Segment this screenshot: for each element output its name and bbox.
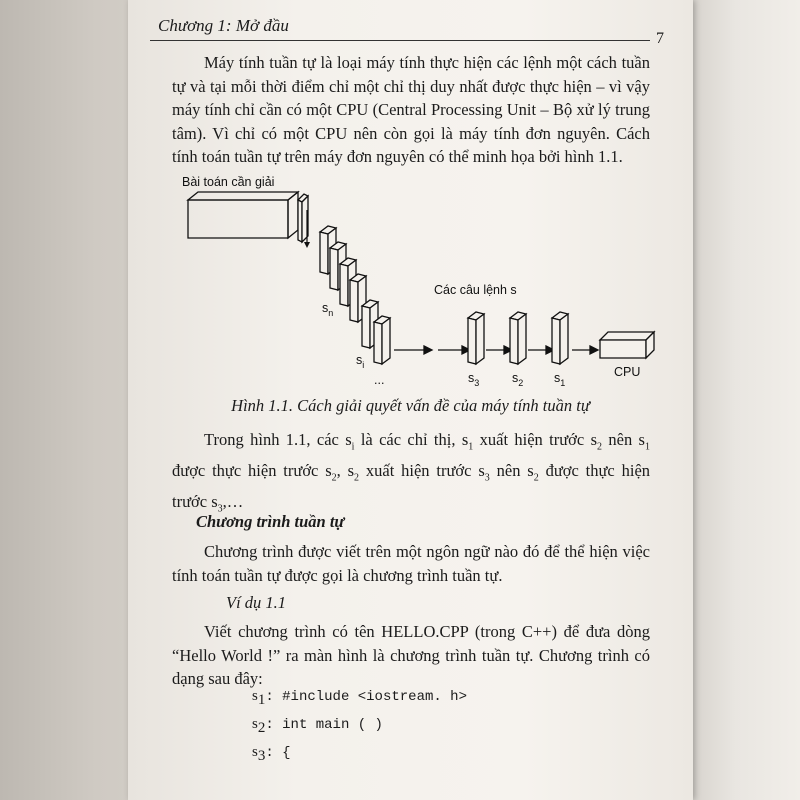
figure-1-1 xyxy=(176,170,656,400)
s3-label: $s_3$ xyxy=(468,371,480,388)
dots-label: ... xyxy=(374,373,385,387)
sn-label: $s_n$ xyxy=(322,301,334,318)
page-number: 7 xyxy=(656,30,664,47)
s2-label: $s_2$ xyxy=(512,371,524,388)
figure-caption: Hình 1.1. Cách giải quyết vấn đề của máy tính tuần tự xyxy=(231,396,590,415)
statement-s2 xyxy=(510,312,526,364)
code-line-3: $s_3$: { xyxy=(252,744,291,764)
statement-s3 xyxy=(468,312,484,364)
statements-label: Các câu lệnh s xyxy=(434,283,517,297)
code-line-2: $s_2$: int main ( ) xyxy=(252,716,383,736)
explanation-paragraph: Trong hình 1.1, các $s_i$ là các chỉ thị, $s_1$ xuất hiện trước $s_2$ nên $s_1$ được thực hiện trước $s_2$, $s_2$ xuất hiện trước $s_3$ nên $s_2$ được thực hiện trước $s_3,\dots$ xyxy=(172,430,651,514)
adjacent-page-edge xyxy=(693,0,800,800)
problem-label: Bài toán cần giải xyxy=(182,175,275,189)
cpu-box xyxy=(600,332,654,358)
code-line-1: $s_1$: #include <iostream. h> xyxy=(252,688,467,708)
s1-label: $s_1$ xyxy=(554,371,566,388)
si-label: $s_i$ xyxy=(356,353,365,370)
statement-s1 xyxy=(552,312,568,364)
example-paragraph: Viết chương trình có tên HELLO.CPP (trong C++) để đưa dòng “Hello World !” ra màn hình là chương trình tuần tự. Chương trình có dạng sau đây: xyxy=(172,622,650,688)
statement-stack xyxy=(320,226,390,364)
intro-paragraph: Máy tính tuần tự là loại máy tính thực hiện các lệnh một cách tuần tự và tại mỗi thời điểm chỉ một chỉ thị duy nhất được thực hiện – vì vậy máy tính chỉ cần có một CPU (Central Processing Unit – Bộ xử lý trung tâm). Vì chỉ có một CPU nên còn gọi là máy tính đơn nguyên. Cách tính toán tuần tự trên máy đơn nguyên có thể minh họa bởi hình 1.1. xyxy=(172,53,650,166)
section-title: Chương trình tuần tự xyxy=(196,512,345,531)
cpu-label: CPU xyxy=(614,365,641,379)
page-header xyxy=(150,14,664,47)
example-title: Ví dụ 1.1 xyxy=(226,593,287,612)
definition-paragraph: Chương trình được viết trên một ngôn ngữ nào đó để thể hiện việc tính toán tuần tự được gọi là chương trình tuần tự. xyxy=(172,542,650,585)
problem-box xyxy=(188,192,298,238)
chapter-title: Chương 1: Mở đầu xyxy=(158,16,289,35)
book-page xyxy=(128,0,693,800)
